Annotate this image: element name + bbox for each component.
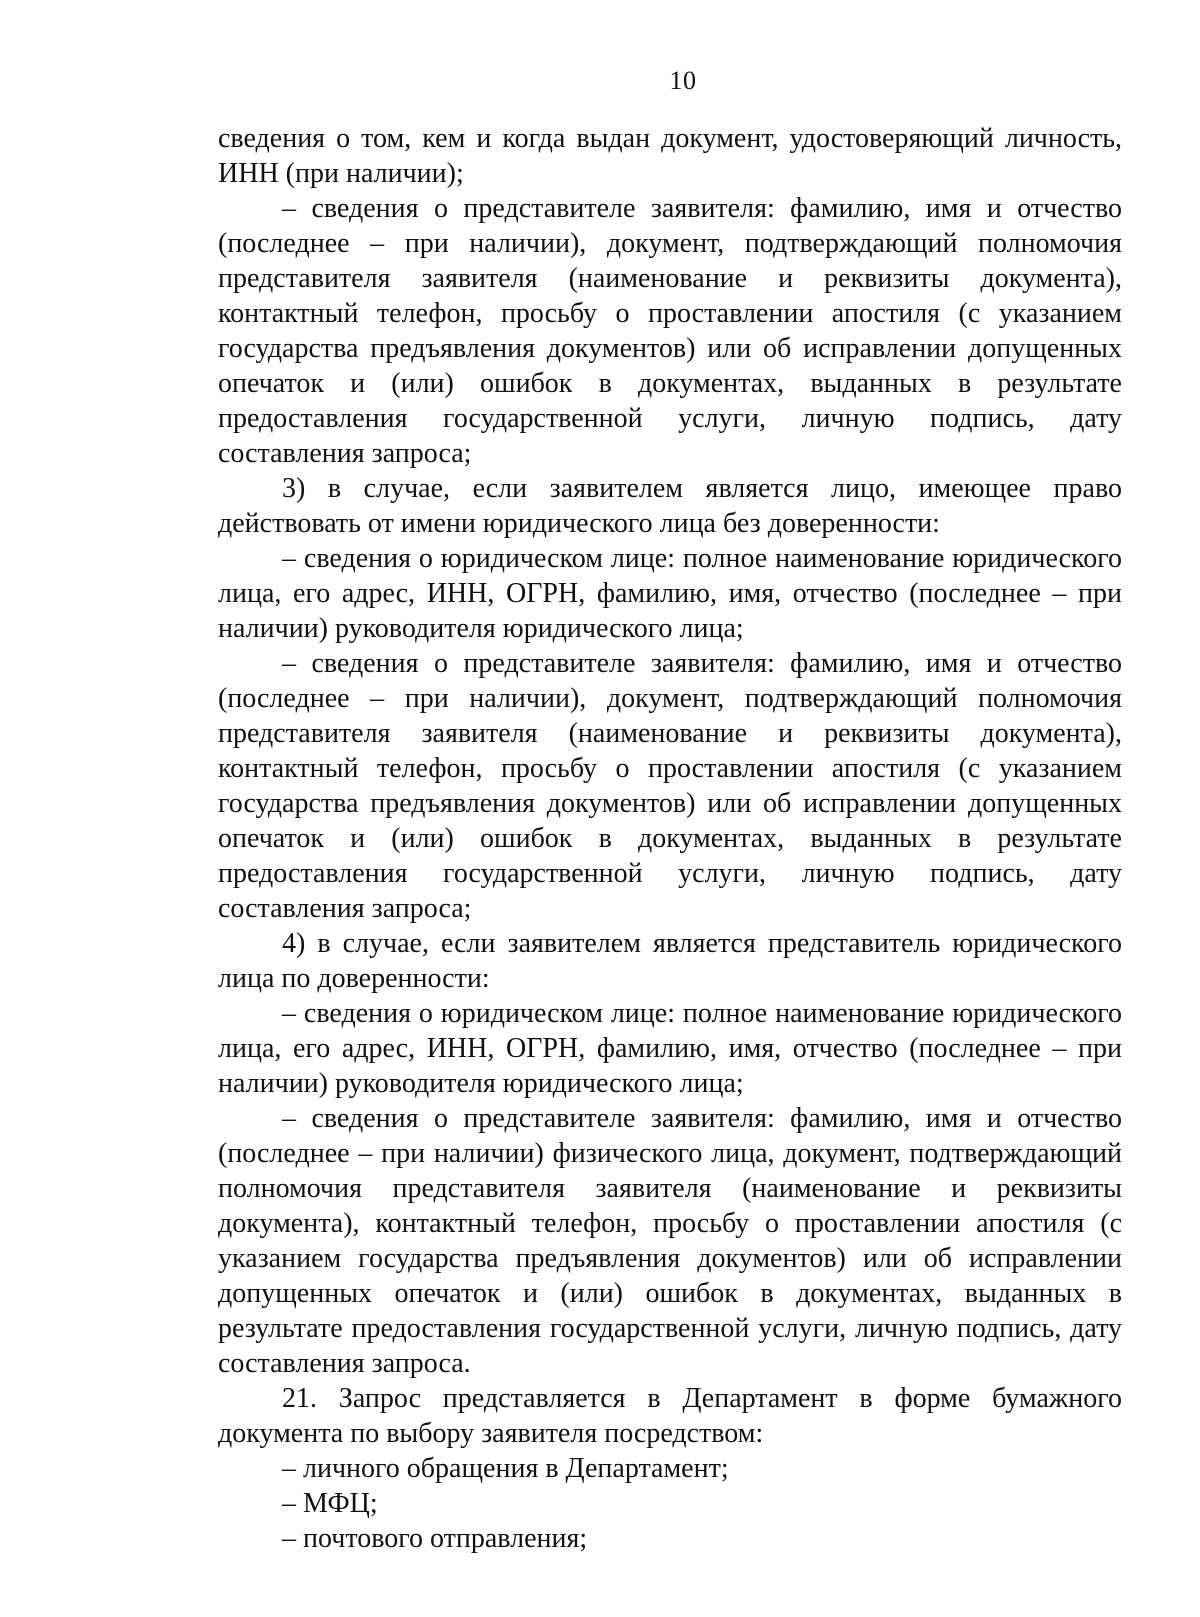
paragraph-legal-entity-info-2: – сведения о юридическом лице: полное наименование юридического лица, его адрес, ИНН, ОГРН, фамилию, имя, отчество (последнее – при наличии) руководителя юридического лица; [218, 998, 1122, 1099]
paragraph-representative-info-2: – сведения о представителе заявителя: фамилию, имя и отчество (последнее – при наличии), документ, подтверждающий полномочия представителя заявителя (наименование и реквизиты документа), контактный телефон, просьбу о проставлении апостиля (с указанием государства предъявления документов) или об исправлении допущенных опечаток и (или) ошибок в документах, выданных в результате предоставления государственной услуги, личную подпись, дату составления запроса; [218, 648, 1122, 924]
page-number: 10 [669, 66, 697, 95]
document-body [218, 121, 1122, 1556]
paragraph-item-21: 21. Запрос представляется в Департамент в форме бумажного документа по выбору заявителя посредством: [218, 1383, 1122, 1449]
paragraph-legal-entity-info-1: – сведения о юридическом лице: полное наименование юридического лица, его адрес, ИНН, ОГРН, фамилию, имя, отчество (последнее – при наличии) руководителя юридического лица; [218, 543, 1122, 644]
list-item-postal: – почтового отправления; [282, 1523, 588, 1554]
paragraph-representative-info-3: – сведения о представителе заявителя: фамилию, имя и отчество (последнее – при наличии) физического лица, документ, подтверждающий полномочия представителя заявителя (наименование и реквизиты документа), контактный телефон, просьбу о проставлении апостиля (с указанием государства предъявления документов) или об исправлении допущенных опечаток и (или) ошибок в документах, выданных в результате предоставления государственной услуги, личную подпись, дату составления запроса. [218, 1103, 1122, 1379]
paragraph-representative-info-1: – сведения о представителе заявителя: фамилию, имя и отчество (последнее – при наличии), документ, подтверждающий полномочия представителя заявителя (наименование и реквизиты документа), контактный телефон, просьбу о проставлении апостиля (с указанием государства предъявления документов) или об исправлении допущенных опечаток и (или) ошибок в документах, выданных в результате предоставления государственной услуги, личную подпись, дату составления запроса; [218, 193, 1122, 469]
paragraph-identity-info: сведения о том, кем и когда выдан документ, удостоверяющий личность, ИНН (при наличии); [218, 123, 1122, 189]
paragraph-item-4: 4) в случае, если заявителем является представитель юридического лица по доверенности: [218, 928, 1122, 994]
list-item-mfc: – МФЦ; [282, 1488, 378, 1519]
paragraph-item-3: 3) в случае, если заявителем является лицо, имеющее право действовать от имени юридического лица без доверенности: [218, 473, 1122, 539]
list-item-personal-visit: – личного обращения в Департамент; [282, 1453, 729, 1484]
